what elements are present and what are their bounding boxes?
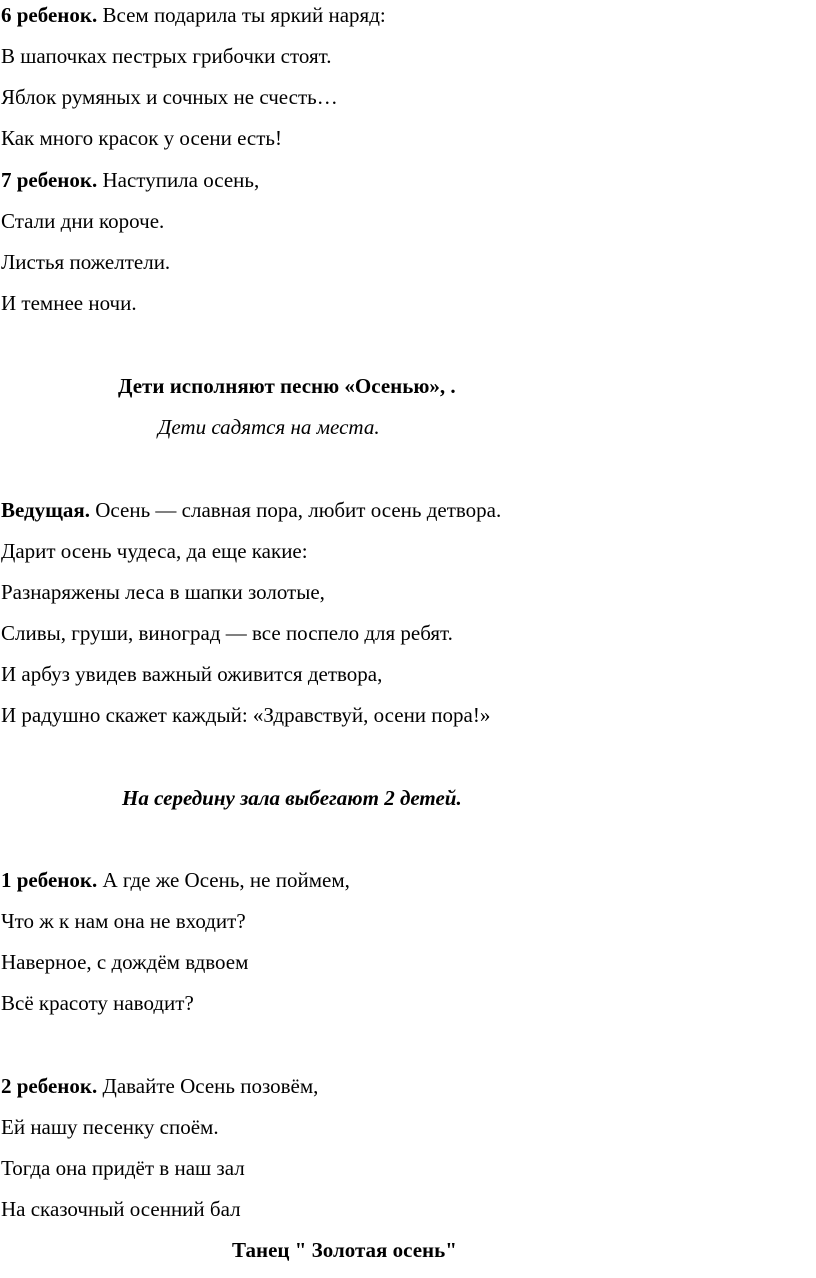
verse-line: Ей нашу песенку споём. xyxy=(1,1115,219,1139)
verse-line: В шапочках пестрых грибочки стоят. xyxy=(1,44,332,68)
verse-line: Наверное, с дождём вдвоем xyxy=(1,950,249,974)
verse-line: Листья пожелтели. xyxy=(1,250,171,274)
speaker-label: 6 ребенок. xyxy=(1,3,98,27)
verse-line: Сливы, груши, виноград — все поспело для ребят. xyxy=(1,621,453,645)
verse-line xyxy=(1,1076,318,1097)
speaker-label: 2 ребенок. xyxy=(1,1074,98,1098)
verse-line: Яблок румяных и сочных не счесть… xyxy=(1,85,338,109)
verse-text: Всем подарила ты яркий наряд: xyxy=(97,3,386,27)
verse-line: На сказочный осенний бал xyxy=(1,1197,241,1221)
verse-text: Давайте Осень позовём, xyxy=(97,1074,319,1098)
verse-line: Что ж к нам она не входит? xyxy=(1,909,246,933)
speaker-label: 7 ребенок. xyxy=(1,168,98,192)
verse-line: Стали дни короче. xyxy=(1,209,165,233)
verse-line xyxy=(1,170,259,191)
stage-direction: На середину зала выбегают 2 детей. xyxy=(122,786,462,810)
verse-text: Осень — славная пора, любит осень детвора. xyxy=(90,498,502,522)
verse-line: Разнаряжены леса в шапки золотые, xyxy=(1,580,325,604)
verse-text: А где же Осень, не поймем, xyxy=(97,868,350,892)
verse-line: И темнее ночи. xyxy=(1,291,137,315)
verse-line: Дарит осень чудеса, да еще какие: xyxy=(1,539,308,563)
speaker-label: Ведущая. xyxy=(1,498,91,522)
verse-line: Всё красоту наводит? xyxy=(1,991,194,1015)
speaker-label: 1 ребенок. xyxy=(1,868,98,892)
stage-direction: Дети исполняют песню «Осенью», . xyxy=(118,374,456,398)
verse-line: Тогда она придёт в наш зал xyxy=(1,1156,245,1180)
stage-direction: Дети садятся на места. xyxy=(158,415,380,439)
verse-line: И радушно скажет каждый: «Здравствуй, осени пора!» xyxy=(1,703,491,727)
verse-line: Как много красок у осени есть! xyxy=(1,126,282,150)
stage-direction: Танец " Золотая осень" xyxy=(232,1238,457,1262)
verse-text: Наступила осень, xyxy=(97,168,260,192)
verse-line xyxy=(1,5,386,26)
verse-line: И арбуз увидев важный оживится детвора, xyxy=(1,662,383,686)
verse-line xyxy=(1,500,501,521)
verse-line xyxy=(1,870,350,891)
